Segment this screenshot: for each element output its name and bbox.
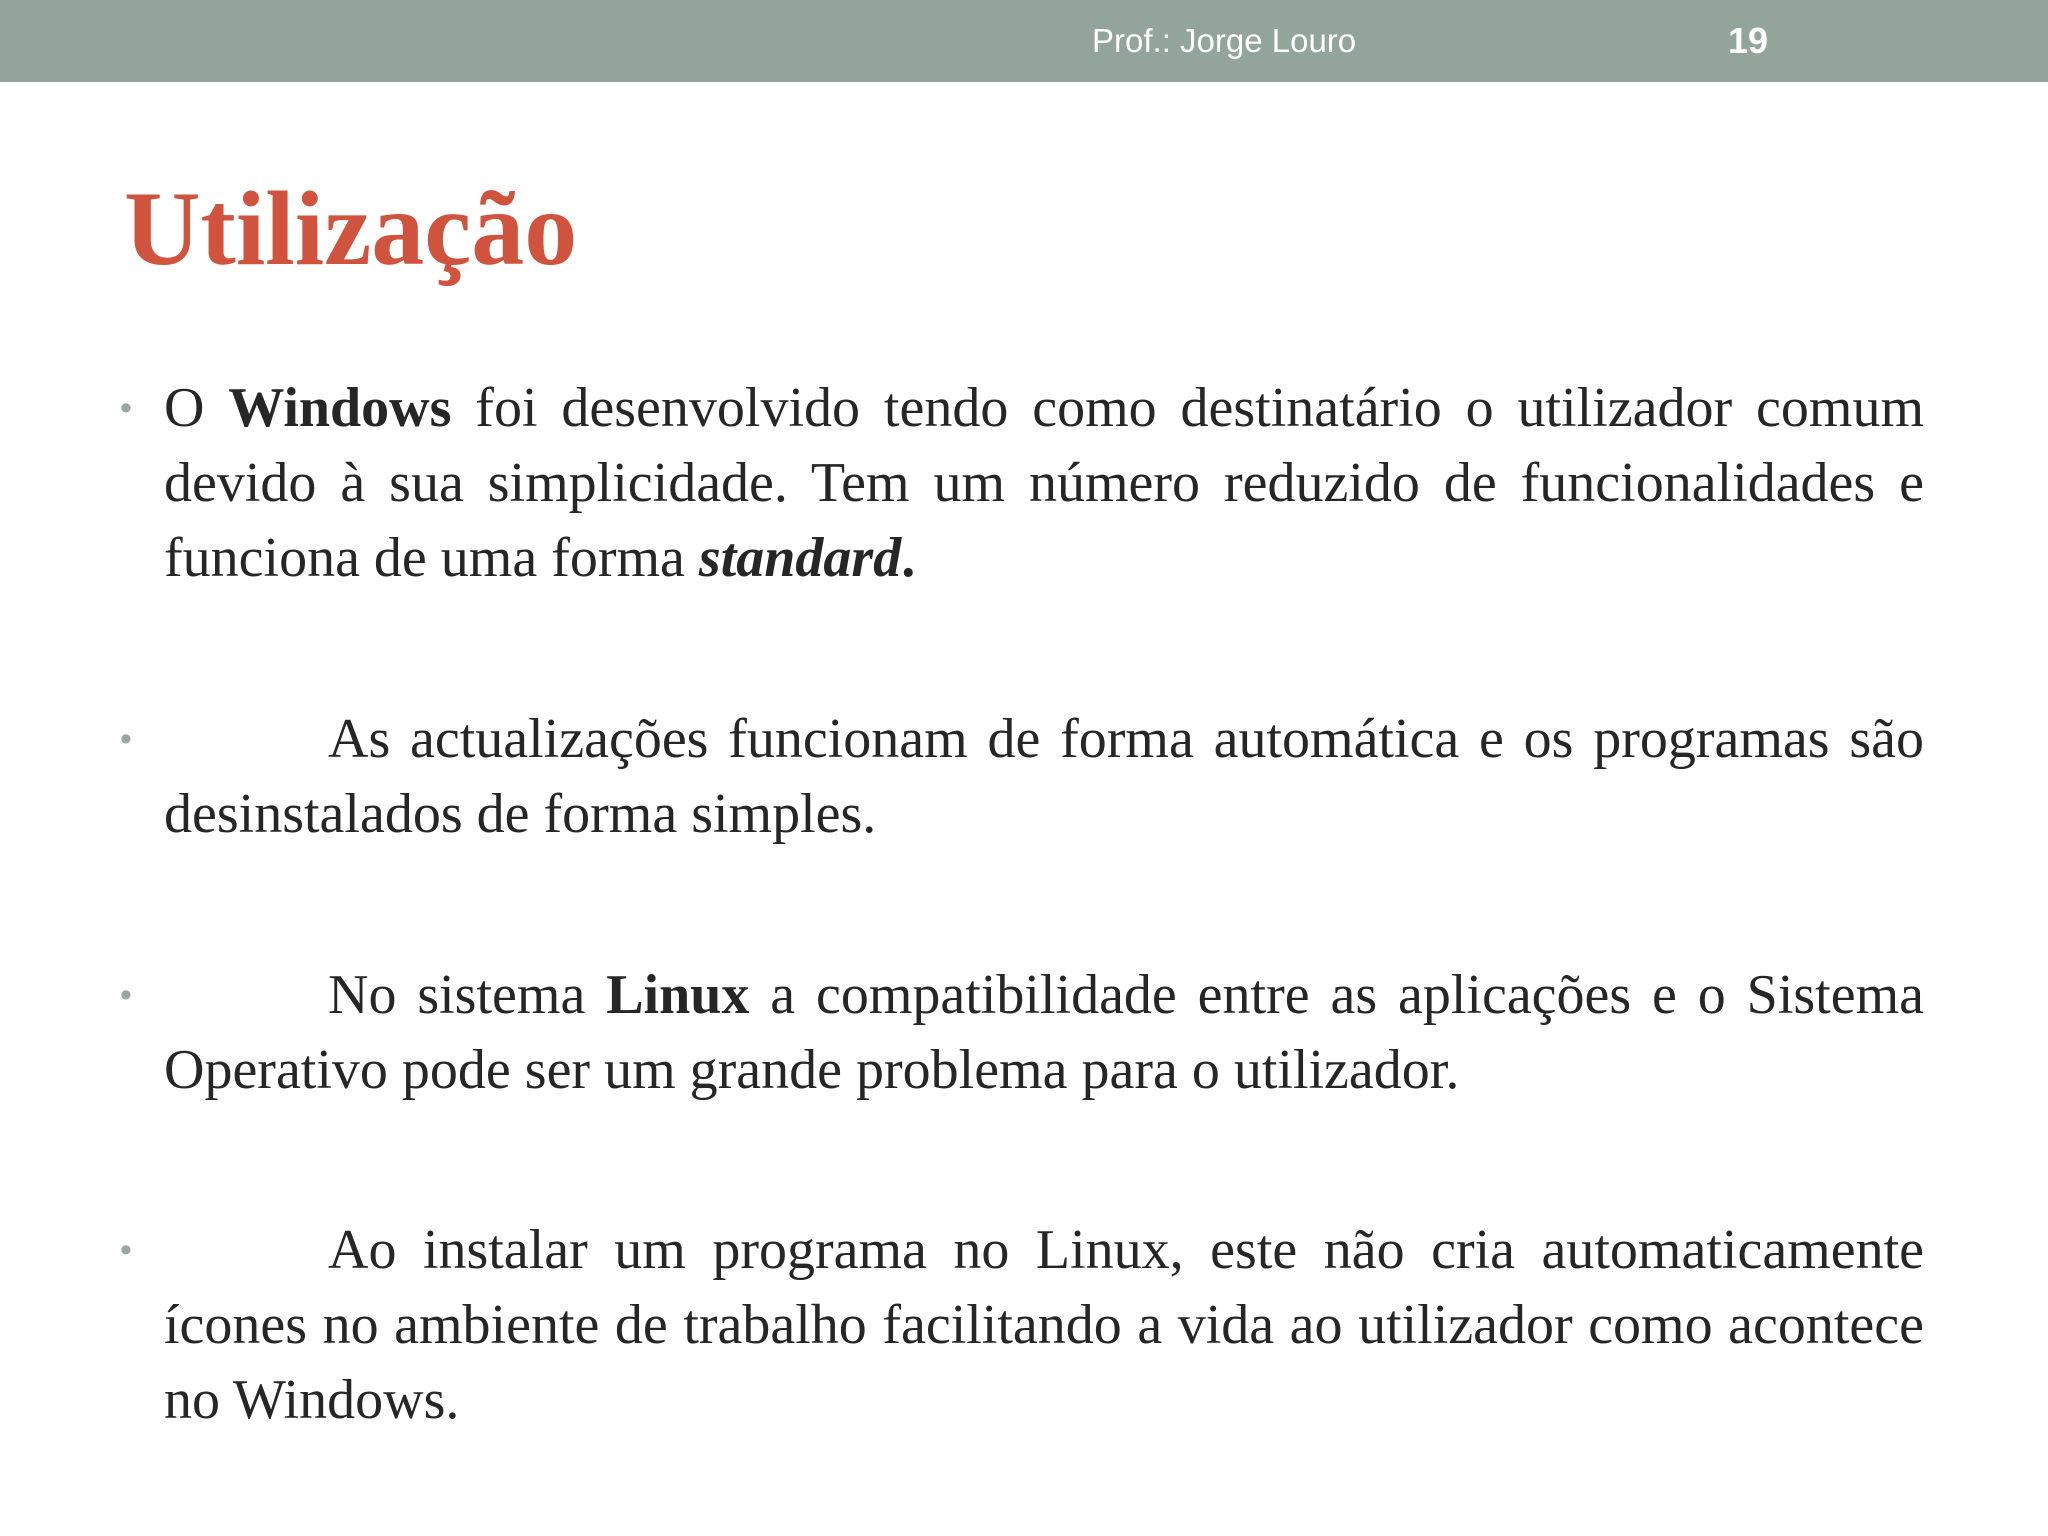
- bullet-linux-icons: [120, 1213, 1924, 1438]
- bullet-linux-compatibility: [120, 958, 1925, 1108]
- bullet-automatic-updates: [120, 702, 1924, 852]
- bullet-bold-term: Windows: [228, 377, 452, 439]
- bullet-text-part: O: [164, 377, 229, 439]
- page-number: 19: [1728, 20, 1769, 61]
- bullet-windows-simplicity: [120, 371, 1924, 596]
- bullet-icon: •: [120, 1231, 132, 1269]
- bullet-bold-term: Linux: [606, 964, 750, 1026]
- bullet-text-part: .: [901, 527, 916, 589]
- slide-title: Utilização: [124, 170, 578, 287]
- bullet-text-part: No sistema: [328, 964, 607, 1026]
- bullet-bold-italic-term: standard: [698, 527, 902, 589]
- header-bar: [0, 0, 2048, 82]
- bullet-text-part: a compatibilidade entre as aplicações e o Sistema Operativo pode ser um grande problema para o utilizador.: [164, 964, 1925, 1101]
- bullet-icon: •: [120, 389, 132, 427]
- bullet-text-part: foi desenvolvido tendo como destinatário o utilizador comum devido à sua simplicidade. Tem um número reduzido de funcionalidades e funciona de uma forma: [164, 377, 1924, 589]
- bullet-icon: •: [120, 976, 132, 1014]
- bullet-icon: •: [120, 720, 132, 758]
- bullet-text: Ao instalar um programa no Linux, este não cria automaticamente ícones no ambiente de trabalho facilitando a vida ao utilizador como acontece no Windows.: [164, 1219, 1924, 1431]
- bullet-text: As actualizações funcionam de forma automática e os programas são desinstalados de forma simples.: [164, 708, 1924, 845]
- author-label: Prof.: Jorge Louro: [1092, 22, 1357, 59]
